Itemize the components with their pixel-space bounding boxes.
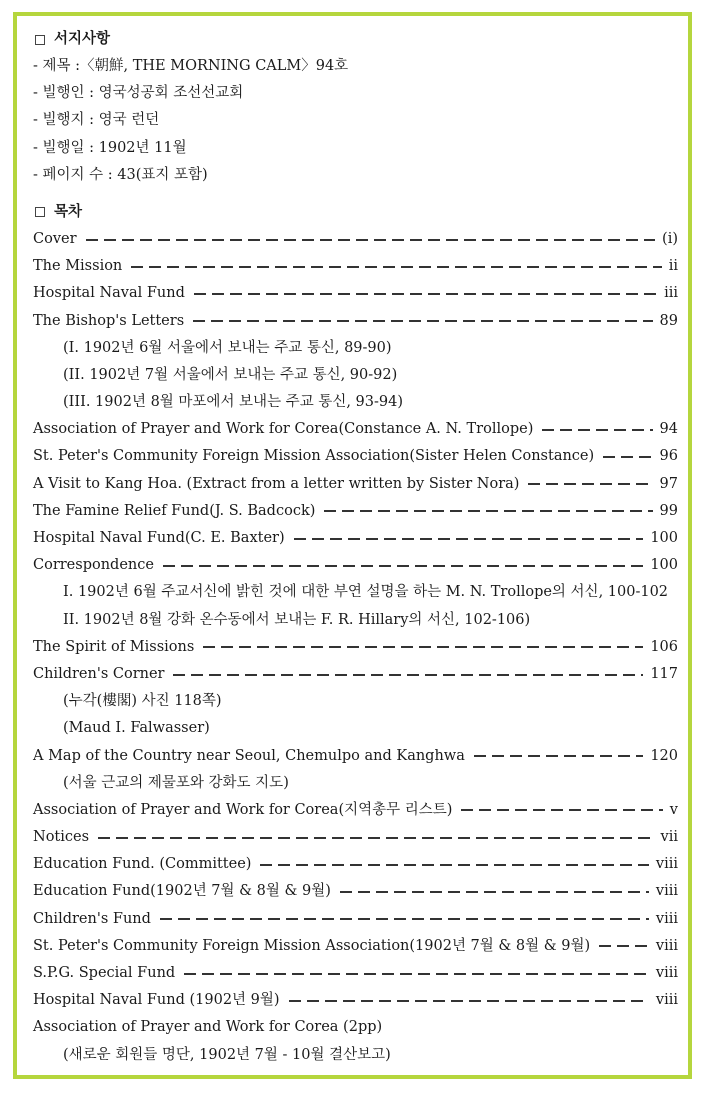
toc-entry-title: Hospital Naval Fund(C. E. Baxter)	[33, 530, 285, 546]
toc-entry	[33, 280, 678, 307]
document-frame	[13, 12, 692, 1079]
dashed-leader	[163, 565, 643, 567]
toc-entry-title: The Bishop's Letters	[33, 312, 185, 329]
toc-entry-page: viii	[655, 992, 678, 1009]
toc-entry-page: 106	[650, 638, 678, 655]
toc-entry	[33, 661, 678, 688]
toc-subentry: (II. 1902년 7월 서울에서 보내는 주교 통신, 90-92)	[63, 366, 398, 383]
toc-entry-title: A Map of the Country near Seoul, Chemulpo and Kanghwa	[33, 747, 465, 764]
toc-entry-page: viii	[655, 883, 678, 900]
toc-entry-title: The Famine Relief Fund(J. S. Badcock)	[33, 502, 316, 519]
toc-entry-title: The Mission	[33, 258, 123, 275]
toc-entry	[33, 416, 678, 443]
dashed-leader	[294, 538, 644, 540]
table-of-contents	[33, 226, 678, 1069]
toc-entry	[33, 743, 678, 770]
toc-entry-page: (i)	[662, 230, 678, 247]
toc-entry-page: 97	[659, 475, 678, 492]
toc-entry-page: vii	[660, 829, 678, 846]
toc-entry-title: The Spirit of Missions	[33, 638, 195, 655]
bibliography-heading-label: 서지사항	[54, 31, 111, 47]
toc-entry	[33, 552, 678, 579]
toc-entry-page: 100	[650, 557, 678, 574]
toc-entry	[33, 525, 678, 552]
checkbox-square-icon	[35, 35, 45, 45]
toc-entry	[33, 933, 678, 960]
bibliography-heading	[33, 26, 678, 53]
toc-subentry: (누각(樓閣) 사진 118쪽)	[63, 693, 222, 710]
dashed-leader	[203, 646, 643, 648]
toc-entry	[33, 824, 678, 851]
toc-subentry: (서울 근교의 제물포와 강화도 지도)	[63, 774, 289, 791]
dashed-leader	[599, 945, 649, 947]
toc-entry-plain: Association of Prayer and Work for Corea (2pp)	[33, 1019, 383, 1036]
toc-entry	[33, 878, 678, 905]
toc-entry-page: v	[669, 801, 678, 818]
toc-entry-title: Association of Prayer and Work for Corea(지역총무 리스트)	[33, 801, 453, 818]
dashed-leader	[474, 755, 643, 757]
dashed-leader	[194, 293, 657, 295]
toc-entry	[33, 797, 678, 824]
toc-entry-title: Education Fund(1902년 7월 & 8월 & 9월)	[33, 883, 331, 900]
bibliography-list	[33, 53, 678, 189]
dashed-leader	[131, 266, 661, 268]
toc-entry	[33, 443, 678, 470]
toc-entry-page: ii	[668, 258, 678, 275]
dashed-leader	[193, 320, 652, 322]
bibliography-line: - 제목 :〈朝鮮, THE MORNING CALM〉94호	[33, 58, 349, 74]
toc-subentry: (I. 1902년 6월 서울에서 보내는 주교 통신, 89-90)	[63, 339, 392, 356]
toc-entry-title: Education Fund. (Committee)	[33, 856, 252, 873]
toc-entry-title: Association of Prayer and Work for Corea(Constance A. N. Trollope)	[33, 421, 534, 438]
toc-entry	[33, 498, 678, 525]
bibliography-line: - 빌행지 : 영국 런던	[33, 112, 160, 129]
document-content	[33, 26, 678, 1069]
toc-entry-title: Children's Corner	[33, 665, 165, 682]
toc-entry-title: Correspondence	[33, 557, 154, 574]
contents-heading-label: 목차	[54, 203, 83, 220]
toc-entry-page: viii	[655, 856, 678, 873]
toc-subentry: (Maud I. Falwasser)	[63, 720, 210, 737]
contents-heading	[33, 199, 678, 226]
toc-entry-page: 100	[650, 530, 678, 546]
toc-entry-page: 94	[659, 421, 678, 438]
toc-entry-page: 89	[659, 312, 678, 329]
toc-entry	[33, 253, 678, 280]
dashed-leader	[184, 973, 649, 975]
dashed-leader	[542, 429, 652, 431]
toc-entry	[33, 471, 678, 498]
dashed-leader	[160, 918, 649, 920]
toc-entry-title: St. Peter's Community Foreign Mission Association(1902년 7월 & 8월 & 9월)	[33, 937, 591, 954]
bibliography-line: - 빌행인 : 영국성공회 조선선교회	[33, 85, 244, 102]
toc-subentry: (III. 1902년 8월 마포에서 보내는 주교 통신, 93-94)	[63, 394, 403, 411]
toc-entry-page: 120	[650, 747, 678, 764]
toc-entry	[33, 851, 678, 878]
dashed-leader	[603, 456, 652, 458]
toc-entry	[33, 987, 678, 1014]
toc-entry	[33, 906, 678, 933]
bibliography-line: - 빌행일 : 1902년 11월	[33, 139, 187, 156]
toc-entry-page: viii	[655, 965, 678, 981]
dashed-leader	[340, 891, 649, 893]
dashed-leader	[86, 239, 656, 241]
toc-entry-page: iii	[664, 285, 678, 302]
toc-entry-title: A Visit to Kang Hoa. (Extract from a letter written by Sister Nora)	[33, 475, 520, 492]
toc-entry-page: viii	[655, 937, 678, 954]
checkbox-square-icon	[35, 207, 45, 217]
toc-entry-title: St. Peter's Community Foreign Mission Association(Sister Helen Constance)	[33, 448, 595, 465]
toc-entry-title: Children's Fund	[33, 910, 151, 927]
toc-entry-title: S.P.G. Special Fund	[33, 965, 176, 981]
toc-subentry: I. 1902년 6월 주교서신에 밝힌 것에 대한 부연 설명을 하는 M. N. Trollope의 서신, 100-102	[63, 584, 669, 601]
dashed-leader	[461, 809, 662, 811]
toc-entry	[33, 960, 678, 987]
toc-subentry: (새로운 회원들 명단, 1902년 7월 - 10월 결산보고)	[63, 1046, 391, 1063]
toc-entry-page: viii	[655, 910, 678, 927]
toc-entry-title: Notices	[33, 829, 90, 846]
toc-entry-title: Cover	[33, 230, 77, 247]
toc-subentry: II. 1902년 8월 강화 온수동에서 보내는 F. R. Hillary의 서신, 102-106)	[63, 611, 531, 628]
dashed-leader	[260, 864, 648, 866]
toc-entry-page: 99	[659, 502, 678, 519]
toc-entry	[33, 308, 678, 335]
dashed-leader	[528, 483, 652, 485]
dashed-leader	[98, 837, 654, 839]
toc-entry-title: Hospital Naval Fund (1902년 9월)	[33, 992, 280, 1009]
toc-entry-page: 117	[650, 665, 678, 682]
toc-entry	[33, 634, 678, 661]
toc-entry-page: 96	[659, 448, 678, 465]
dashed-leader	[173, 674, 643, 676]
dashed-leader	[289, 1000, 649, 1002]
bibliography-line: - 페이지 수 : 43(표지 포함)	[33, 166, 208, 183]
toc-entry-title: Hospital Naval Fund	[33, 285, 185, 302]
dashed-leader	[324, 510, 652, 512]
toc-entry	[33, 226, 678, 253]
